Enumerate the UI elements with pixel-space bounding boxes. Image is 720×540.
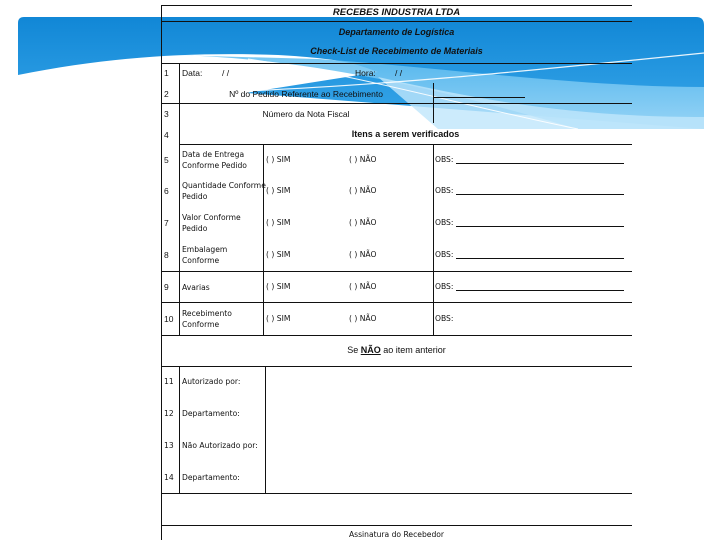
rule: [161, 5, 632, 6]
row-number: 1: [164, 68, 169, 78]
check-item-label: Quantidade Conforme Pedido: [182, 181, 266, 201]
row-number: 12: [164, 409, 174, 418]
col-rule: [263, 144, 264, 335]
if-no-suffix: ao item anterior: [383, 345, 446, 355]
yes-checkbox[interactable]: ( ) SIM: [266, 282, 291, 291]
check-item-label: Recebimento Conforme: [182, 309, 232, 329]
company-name: RECEBES INDUSTRIA LTDA: [332, 7, 461, 18]
department-label: Departamento:: [182, 409, 240, 418]
obs-field[interactable]: [456, 290, 624, 291]
time-label: Hora:: [355, 68, 376, 78]
row-number: 6: [164, 186, 169, 196]
authorized-by-label: Autorizado por:: [182, 377, 241, 386]
if-no-instruction: [161, 345, 632, 355]
no-checkbox[interactable]: ( ) NÃO: [349, 218, 377, 227]
obs-field[interactable]: [456, 194, 624, 195]
obs-field[interactable]: [456, 226, 624, 227]
no-checkbox[interactable]: ( ) NÃO: [349, 186, 377, 195]
date-label: Data:: [182, 68, 203, 78]
signature-field[interactable]: [162, 494, 632, 524]
row-number: 14: [164, 473, 174, 482]
authorization-field[interactable]: [266, 367, 632, 492]
check-item-label: Valor Conforme Pedido: [182, 213, 241, 233]
row-number: 4: [164, 130, 169, 140]
col-rule: [179, 144, 180, 335]
rule: [161, 103, 632, 104]
row-number: 11: [164, 377, 174, 386]
check-item-label: Embalagem Conforme: [182, 245, 228, 265]
obs-label: OBS:: [435, 155, 454, 164]
rule: [179, 144, 632, 145]
obs-field[interactable]: [456, 258, 624, 259]
obs-label: OBS:: [435, 218, 454, 227]
no-checkbox[interactable]: ( ) NÃO: [349, 250, 377, 259]
obs-label: OBS:: [435, 314, 454, 323]
row-number: 10: [164, 314, 174, 324]
order-number-field[interactable]: [434, 97, 525, 98]
signature-label: Assinatura do Recebedor: [348, 530, 445, 539]
yes-checkbox[interactable]: ( ) SIM: [266, 218, 291, 227]
obs-label: OBS:: [435, 282, 454, 291]
date-field[interactable]: / /: [222, 68, 230, 78]
rule: [161, 63, 632, 64]
table-left-border: [161, 5, 162, 540]
obs-label: OBS:: [435, 186, 454, 195]
check-item-label: Data de Entrega Conforme Pedido: [182, 150, 247, 170]
order-number-label: Nº do Pedido Referente ao Recebimento: [229, 89, 383, 99]
yes-checkbox[interactable]: ( ) SIM: [266, 186, 291, 195]
rule: [161, 302, 632, 303]
col-rule: [433, 144, 434, 335]
row-number: 7: [164, 218, 169, 228]
not-authorized-by-label: Não Autorizado por:: [182, 441, 258, 450]
row-number: 5: [164, 155, 169, 165]
rule: [161, 335, 632, 336]
no-checkbox[interactable]: ( ) NÃO: [349, 155, 377, 164]
row-number: 13: [164, 441, 174, 450]
row-number: 2: [164, 89, 169, 99]
yes-checkbox[interactable]: ( ) SIM: [266, 155, 291, 164]
department-label: Departamento:: [182, 473, 240, 482]
obs-label: OBS:: [435, 250, 454, 259]
if-no-emphasis: NÃO: [360, 345, 381, 355]
time-field[interactable]: / /: [395, 68, 403, 78]
yes-checkbox[interactable]: ( ) SIM: [266, 250, 291, 259]
rule: [161, 21, 632, 22]
obs-field[interactable]: [456, 163, 624, 164]
no-checkbox[interactable]: ( ) NÃO: [349, 282, 377, 291]
row-number: 8: [164, 250, 169, 260]
items-section-title: Itens a serem verificados: [351, 129, 460, 139]
form-title: Check-List de Recebimento de Materiais: [310, 46, 483, 56]
signature-line: [161, 525, 632, 526]
invoice-number-label: Número da Nota Fiscal: [262, 109, 350, 119]
yes-checkbox[interactable]: ( ) SIM: [266, 314, 291, 323]
check-item-label: Avarias: [182, 283, 210, 292]
row-number: 9: [164, 282, 169, 292]
row-number: 3: [164, 109, 169, 119]
col-rule: [179, 366, 180, 493]
rule: [161, 271, 632, 272]
department-title: Departamento de Logística: [338, 27, 455, 37]
no-checkbox[interactable]: ( ) NÃO: [349, 314, 377, 323]
if-no-prefix: Se: [347, 345, 359, 355]
